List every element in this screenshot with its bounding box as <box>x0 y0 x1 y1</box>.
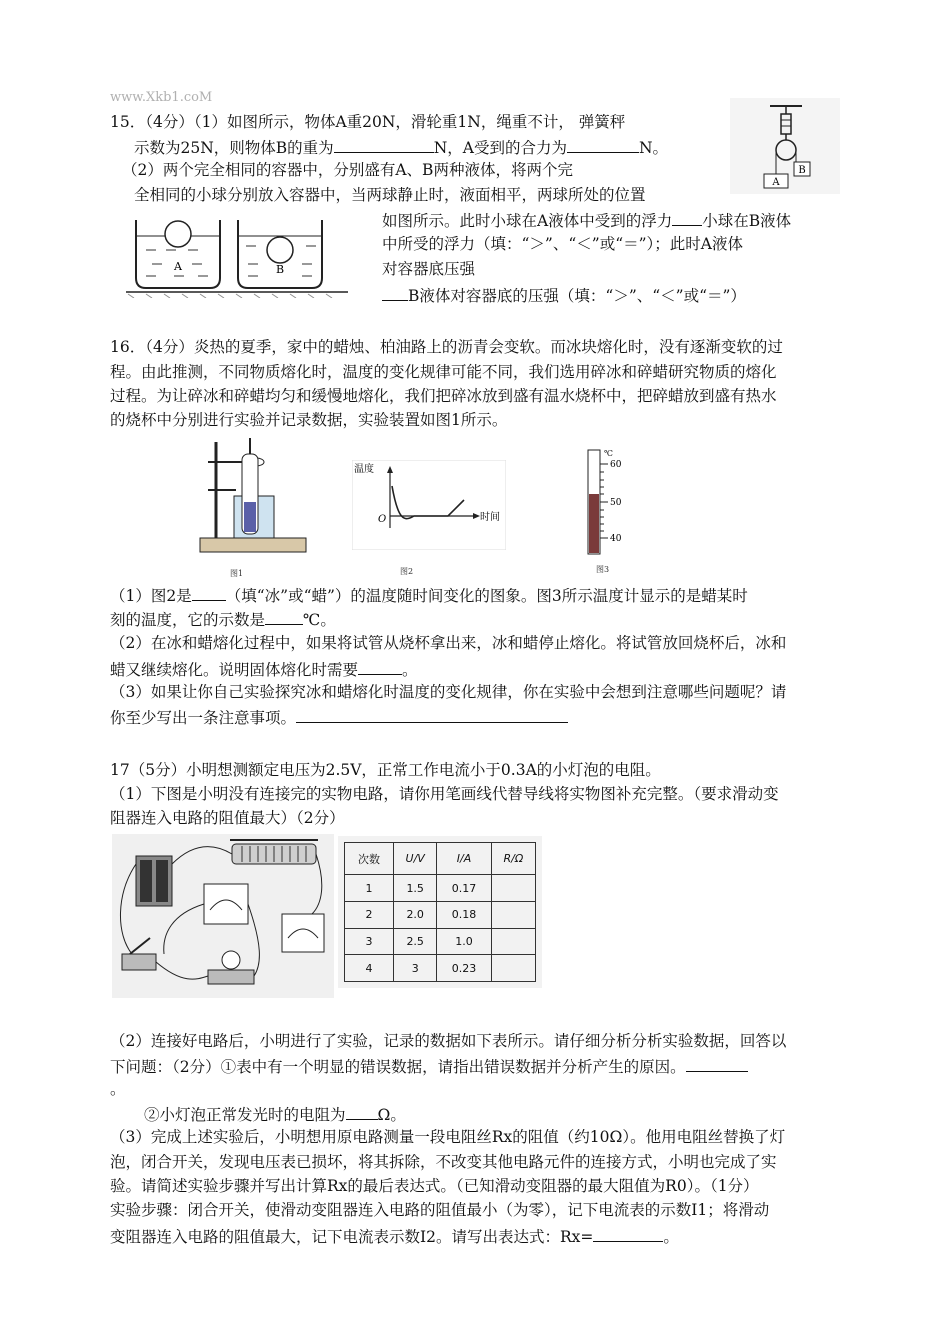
beakers-figure <box>126 212 348 298</box>
table-cell: 4 <box>345 955 394 982</box>
q16-line-1: 16．（4分）炎热的夏季，家中的蜡烛、柏油路上的沥青会变软。而冰块熔化时，没有逐渐变软的过 <box>110 338 783 356</box>
pulley-figure <box>730 98 840 194</box>
fig1-caption: 图1 <box>230 569 244 578</box>
q17-p3-line-5 <box>110 1225 679 1247</box>
q16-p2-line-2 <box>110 658 418 680</box>
q16-p1-line-1 <box>110 584 748 606</box>
table-cell <box>491 875 535 902</box>
answer-blank <box>192 584 226 601</box>
answer-blank <box>593 1225 663 1242</box>
table-cell: 2.5 <box>394 928 437 955</box>
table-header-cell: R/Ω <box>491 843 535 875</box>
q16-text: （1）图2是 <box>110 587 192 605</box>
q15-text: N。 <box>638 139 669 157</box>
q17-p2-line-4 <box>144 1103 406 1125</box>
q17-p3-line-2: 泡，闭合开关，发现电压表已损坏，将其拆除，不改变其他电路元件的连接方式，小明也完成了实 <box>110 1153 777 1171</box>
table-row <box>345 928 536 955</box>
table-cell <box>491 902 535 929</box>
answer-blank <box>296 706 568 723</box>
q15-text: 小球在B液体 <box>702 212 792 230</box>
thermometer-figure <box>580 446 630 560</box>
q16-p2-line-1: （2）在冰和蜡熔化过程中，如果将试管从烧杯拿出来，冰和蜡停止熔化。将试管放回烧杯后，冰和 <box>110 634 787 652</box>
table-cell: 2.0 <box>394 902 437 929</box>
table-header-row <box>345 843 536 875</box>
q16-text: 蜡又继续熔化。说明固体熔化时需要 <box>110 661 359 679</box>
data-table <box>344 842 536 982</box>
answer-blank <box>672 209 702 226</box>
temperature-graph <box>352 460 506 550</box>
q15-text: 如图所示。此时小球在A液体中受到的浮力 <box>382 212 673 230</box>
answer-blank <box>567 136 639 153</box>
circuit-figure <box>112 834 334 998</box>
q15-line-6: 中所受的浮力（填：“＞”、“＜”或“＝”）；此时A液体 <box>382 235 743 253</box>
q15-line-2 <box>134 136 668 158</box>
answer-blank <box>382 284 408 301</box>
fig3-caption: 图3 <box>596 565 610 574</box>
table-cell: 3 <box>345 928 394 955</box>
fig3-tick-60: 60 <box>610 460 622 470</box>
q16-text: 你至少写出一条注意事项。 <box>110 709 297 727</box>
q16-text: 刻的温度，它的示数是 <box>110 611 266 629</box>
q15-line-3: （2）两个完全相同的容器中，分别盛有A、B两种液体，将两个完 <box>122 161 573 179</box>
table-row <box>345 955 536 982</box>
q16-line-3: 过程。为让碎冰和碎蜡均匀和缓慢地熔化，我们把碎冰放到盛有温水烧杯中，把碎蜡放到盛有热水 <box>110 387 777 405</box>
table-header-cell: I/A <box>437 843 491 875</box>
table-cell: 2 <box>345 902 394 929</box>
q15-text: 示数为25N，则物体B的重为 <box>134 139 334 157</box>
q16-p3-line-2 <box>110 706 568 728</box>
q15-text: B液体对容器底的压强（填：“＞”、“＜”或“＝”） <box>408 287 746 305</box>
fig2-origin: O <box>378 514 387 525</box>
q17-p2-line-1: （2）连接好电路后，小明进行了实验，记录的数据如下表所示。请仔细分析分析实验数据，回答以 <box>110 1032 787 1050</box>
table-cell: 0.23 <box>437 955 491 982</box>
answer-blank <box>334 136 434 153</box>
table-row <box>345 875 536 902</box>
answer-blank <box>686 1055 748 1072</box>
table-cell: 3 <box>394 955 437 982</box>
q16-text: ℃。 <box>303 611 336 629</box>
q17-p2-line-3: 。 <box>110 1080 126 1098</box>
q16-text: 。 <box>402 661 418 679</box>
table-row <box>345 902 536 929</box>
fig3-unit: ℃ <box>604 449 613 458</box>
block-a-label: A <box>772 177 780 188</box>
q16-p1-line-2 <box>110 608 336 630</box>
q16-p3-line-1: （3）如果让你自己实验探究冰和蜡熔化时温度的变化规律，你在实验中会想到注意哪些问题呢？请 <box>110 683 787 701</box>
fig3-tick-50: 50 <box>610 498 622 508</box>
watermark: www.Xkb1.coM <box>110 90 213 105</box>
block-b-label: B <box>798 165 806 176</box>
answer-blank <box>346 1103 378 1120</box>
fig2-ylabel: 温度 <box>354 464 374 475</box>
q17-p3-line-4: 实验步骤：闭合开关，使滑动变阻器连入电路的阻值最小（为零），记下电流表的示数I1；将滑动 <box>110 1201 770 1219</box>
table-cell: 1.5 <box>394 875 437 902</box>
answer-blank <box>265 608 303 625</box>
q17-line-3: 阻器连入电路的阻值最大）（2分） <box>110 809 345 827</box>
q17-line-1: 17（5分）小明想测额定电压为2.5V，正常工作电流小于0.3A的小灯泡的电阻。 <box>110 761 661 779</box>
q17-text: 变阻器连入电路的阻值最大，记下电流表示数I2。请写出表达式：Rx= <box>110 1228 594 1246</box>
table-cell: 0.18 <box>437 902 491 929</box>
table-cell <box>491 955 535 982</box>
q17-text: 下问题：（2分）①表中有一个明显的错误数据，请指出错误数据并分析产生的原因。 <box>110 1058 686 1076</box>
answer-blank <box>358 658 402 675</box>
q17-text: Ω。 <box>377 1106 406 1124</box>
q15-line-4: 全相同的小球分别放入容器中，当两球静止时，液面相平，两球所处的位置 <box>134 186 646 204</box>
q17-p3-line-3: 验。请简述实验步骤并写出计算Rx的最后表达式。（已知滑动变阻器的最大阻值为R0）。（1分） <box>110 1177 759 1195</box>
q16-text: （填“冰”或“蜡”）的温度随时间变化的图象。图3所示温度计显示的是蜡某时 <box>225 587 748 605</box>
q15-text: N，A受到的合力为 <box>433 139 567 157</box>
q15-line-7: 对容器底压强 <box>382 260 476 278</box>
apparatus-figure <box>180 432 312 566</box>
table-header-cell: U/V <box>394 843 437 875</box>
q16-line-4: 的烧杯中分别进行实验并记录数据，实验装置如图1所示。 <box>110 411 508 429</box>
table-cell <box>491 928 535 955</box>
table-cell: 1.0 <box>437 928 491 955</box>
q16-line-2: 程。由此推测，不同物质熔化时，温度的变化规律可能不同，我们选用碎冰和碎蜡研究物质的熔化 <box>110 363 777 381</box>
q17-p3-line-1: （3）完成上述实验后，小明想用原电路测量一段电阻丝Rx的阻值（约10Ω）。他用电阻丝替换了灯 <box>110 1128 786 1146</box>
q15-line-1: 15．（4分）（1）如图所示，物体A重20N，滑轮重1N，绳重不计， 弹簧秤 <box>110 113 626 131</box>
beaker-a-label: A <box>174 260 182 273</box>
fig3-tick-40: 40 <box>610 534 622 544</box>
q17-line-2: （1）下图是小明没有连接完的实物电路，请你用笔画线代替导线将实物图补充完整。（要求滑动变 <box>110 785 779 803</box>
q15-line-5 <box>382 209 791 231</box>
q15-line-8 <box>382 284 746 306</box>
beaker-b-label: B <box>275 263 285 276</box>
fig2-xlabel: 时间 <box>480 512 500 523</box>
table-cell: 0.17 <box>437 875 491 902</box>
table-header-cell: 次数 <box>345 843 394 875</box>
q17-text: 。 <box>663 1228 679 1246</box>
q17-p2-line-2 <box>110 1055 748 1077</box>
fig2-caption: 图2 <box>400 567 414 576</box>
table-cell: 1 <box>345 875 394 902</box>
q17-text: ②小灯泡正常发光时的电阻为 <box>144 1106 346 1124</box>
